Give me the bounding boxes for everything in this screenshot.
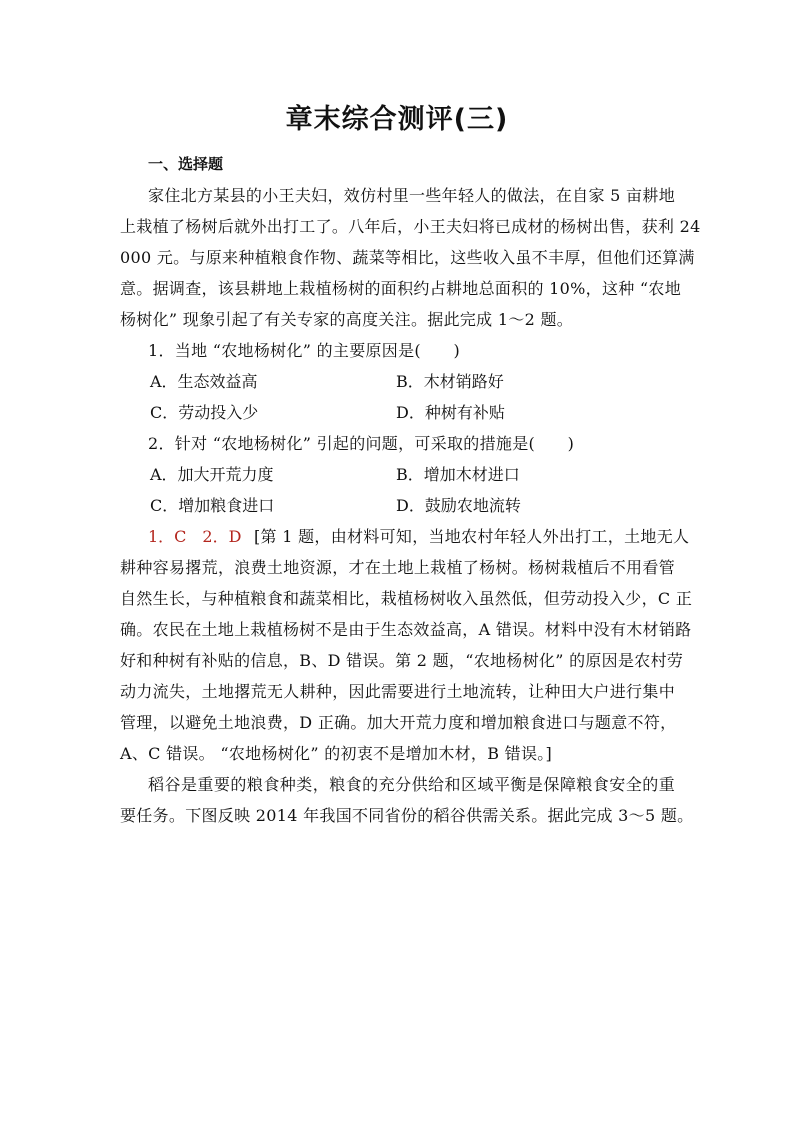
passage-line: 杨树化” 现象引起了有关专家的高度关注。据此完成 1～2 题。: [120, 310, 574, 329]
explanation-line: A、C 错误。 “农地杨树化” 的初衷不是增加木材，B 错误。]: [120, 744, 553, 763]
explanation-line: 自然生长，与种植粮食和蔬菜相比，栽植杨树收入虽然低，但劳动投入少，C 正: [120, 589, 693, 608]
explanation-line: 动力流失，土地撂荒无人耕种，因此需要进行土地流转，让种田大户进行集中: [120, 682, 675, 701]
passage-line: 要任务。下图反映 2014 年我国不同省份的稻谷供需关系。据此完成 3～5 题。: [120, 806, 694, 825]
option-d: D．种树有补贴: [396, 403, 505, 422]
passage-line: 家住北方某县的小王夫妇，效仿村里一些年轻人的做法，在自家 5 亩耕地: [148, 186, 675, 205]
option-c: C．增加粮食进口: [150, 496, 275, 515]
answer-key: 1．C 2．D: [148, 527, 242, 546]
explanation-line: 确。农民在土地上栽植杨树不是由于生态效益高，A 错误。材料中没有木材销路: [120, 620, 692, 639]
explanation-line: 好和种树有补贴的信息，B、D 错误。第 2 题，“农地杨树化” 的原因是农村劳: [120, 651, 684, 670]
section-heading: 一、选择题: [148, 155, 224, 173]
option-b: B．木材销路好: [396, 372, 504, 391]
explanation-line: 管理，以避免土地浪费，D 正确。加大开荒力度和增加粮食进口与题意不符，: [120, 713, 677, 732]
explanation-line: [第 1 题，由材料可知，当地农村年轻人外出打工，土地无人: [254, 527, 690, 546]
explanation-line: 耕种容易撂荒，浪费土地资源，才在土地上栽植了杨树。杨树栽植后不用看管: [120, 558, 675, 577]
option-d: D．鼓励农地流转: [396, 496, 521, 515]
page-title: 章末综合测评(三): [285, 104, 509, 135]
question-stem: 1．当地 “农地杨树化” 的主要原因是( ): [148, 341, 461, 360]
option-b: B．增加木材进口: [396, 465, 520, 484]
question-stem: 2．针对 “农地杨树化” 引起的问题，可采取的措施是( ): [148, 434, 575, 453]
passage-line: 意。据调查，该县耕地上栽植杨树的面积约占耕地总面积的 10%，这种 “农地: [120, 279, 682, 298]
passage-line: 000 元。与原来种植粮食作物、蔬菜等相比，这些收入虽不丰厚，但他们还算满: [120, 248, 695, 267]
option-a: A．生态效益高: [150, 372, 258, 391]
passage-line: 上栽植了杨树后就外出打工了。八年后，小王夫妇将已成材的杨树出售，获利 24: [120, 217, 701, 236]
option-a: A．加大开荒力度: [150, 465, 274, 484]
option-c: C．劳动投入少: [150, 403, 259, 422]
passage-line: 稻谷是重要的粮食种类，粮食的充分供给和区域平衡是保障粮食安全的重: [148, 775, 675, 794]
